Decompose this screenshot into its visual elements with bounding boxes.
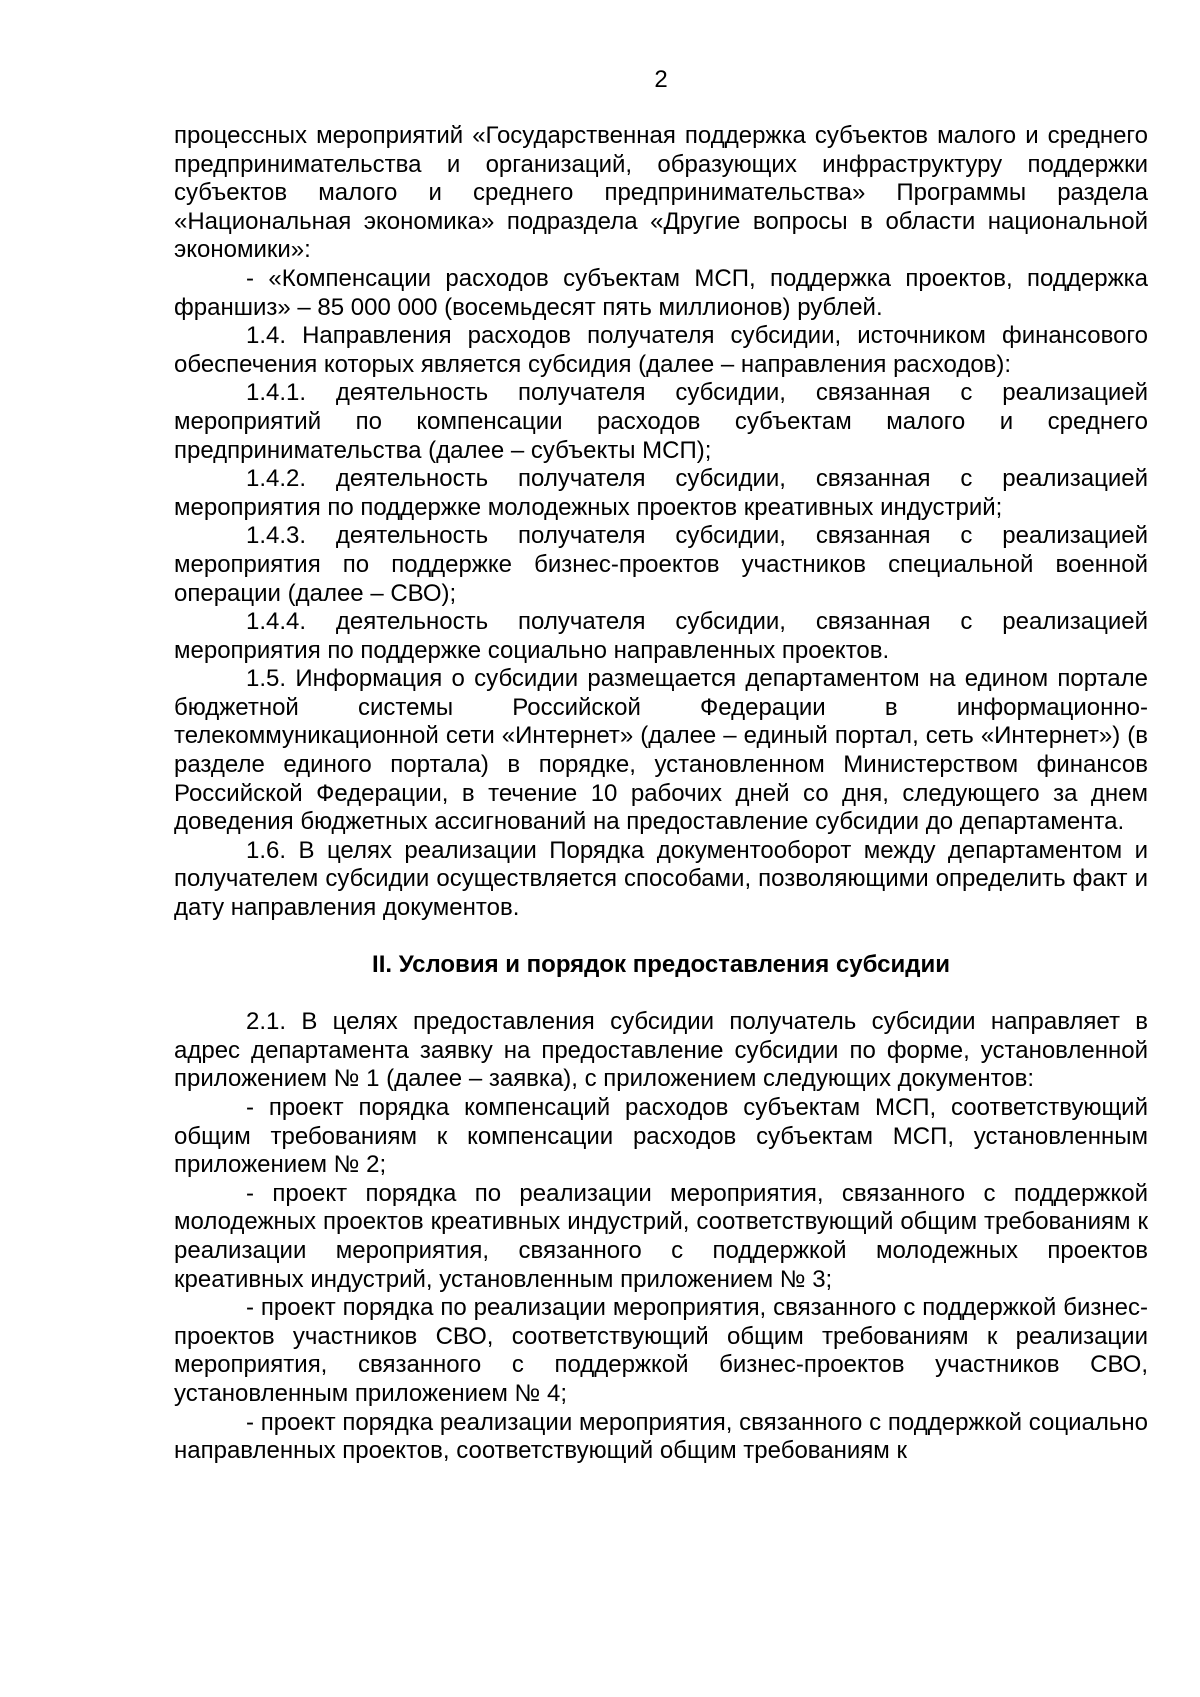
paragraph-1-6: 1.6. В целях реализации Порядка документооборот между департаментом и получателем субсидии осуществляется способами, позволяющими определить факт и дату направления документов. [174,836,1148,922]
paragraph-bullet-msp: - проект порядка компенсаций расходов субъектам МСП, соответствующий общим требованиям к компенсации расходов субъектам МСП, установленным приложением № 2; [174,1094,1148,1179]
paragraph-1-4-3: 1.4.3. деятельность получателя субсидии, связанная с реализацией мероприятия по поддержке бизнес-проектов участников специальной военной операции (далее – СВО); [174,522,1148,607]
document-page [174,66,1148,1466]
page-number: 2 [654,66,668,93]
paragraph-2-1: 2.1. В целях предоставления субсидии получатель субсидии направляет в адрес департамента заявку на предоставление субсидии по форме, установленной приложением № 1 (далее – заявка), с приложением следующих документов: [174,1008,1148,1093]
paragraph-compensation-item: - «Компенсации расходов субъектам МСП, поддержка проектов, поддержка франшиз» – 85 000 000 (восемьдесят пять миллионов) рублей. [174,264,1148,321]
paragraph-1-4-1: 1.4.1. деятельность получателя субсидии, связанная с реализацией мероприятий по компенсации расходов субъектам малого и среднего предпринимательства (далее – субъекты МСП); [174,379,1148,464]
paragraph-bullet-social: - проект порядка реализации мероприятия, связанного с поддержкой социально направленных проектов, соответствующий общим требованиям к [174,1408,1148,1465]
paragraph-1-4-4: 1.4.4. деятельность получателя субсидии, связанная с реализацией мероприятия по поддержке социально направленных проектов. [174,608,1148,664]
section-heading: II. Условия и порядок предоставления субсидии [372,950,950,978]
paragraph-1-4: 1.4. Направления расходов получателя субсидии, источником финансового обеспечения которых является субсидия (далее – направления расходов): [174,322,1148,378]
paragraph-intro-continued: процессных мероприятий «Государственная поддержка субъектов малого и среднего предпринимательства и организаций, образующих инфраструктуру поддержки субъектов малого и среднего предпринимательства» Программы раздела «Национальная экономика» подраздела «Другие вопросы в области национальной экономики»: [174,122,1148,264]
paragraph-bullet-creative: - проект порядка по реализации мероприятия, связанного с поддержкой молодежных проектов креативных индустрий, соответствующий общим требованиям к реализации мероприятия, связанного с поддержкой молодежных проектов креативных индустрий, установленным приложением № 3; [174,1179,1148,1293]
paragraph-1-4-2: 1.4.2. деятельность получателя субсидии, связанная с реализацией мероприятия по поддержке молодежных проектов креативных индустрий; [174,465,1148,521]
paragraph-1-5: 1.5. Информация о субсидии размещается департаментом на едином портале бюджетной системы Российской Федерации в информационно-телекоммуникационной сети «Интернет» (далее – единый портал, сеть «Интернет») (в разделе единого портала) в порядке, установленном Министерством финансов Российской Федерации, в течение 10 рабочих дней со дня, следующего за днем доведения бюджетных ассигнований на предоставление субсидии до департамента. [174,665,1148,836]
paragraph-bullet-svo: - проект порядка по реализации мероприятия, связанного с поддержкой бизнес-проектов участников СВО, соответствующий общим требованиям к реализации мероприятия, связанного с поддержкой бизнес-проектов участников СВО, установленным приложением № 4; [174,1294,1148,1407]
